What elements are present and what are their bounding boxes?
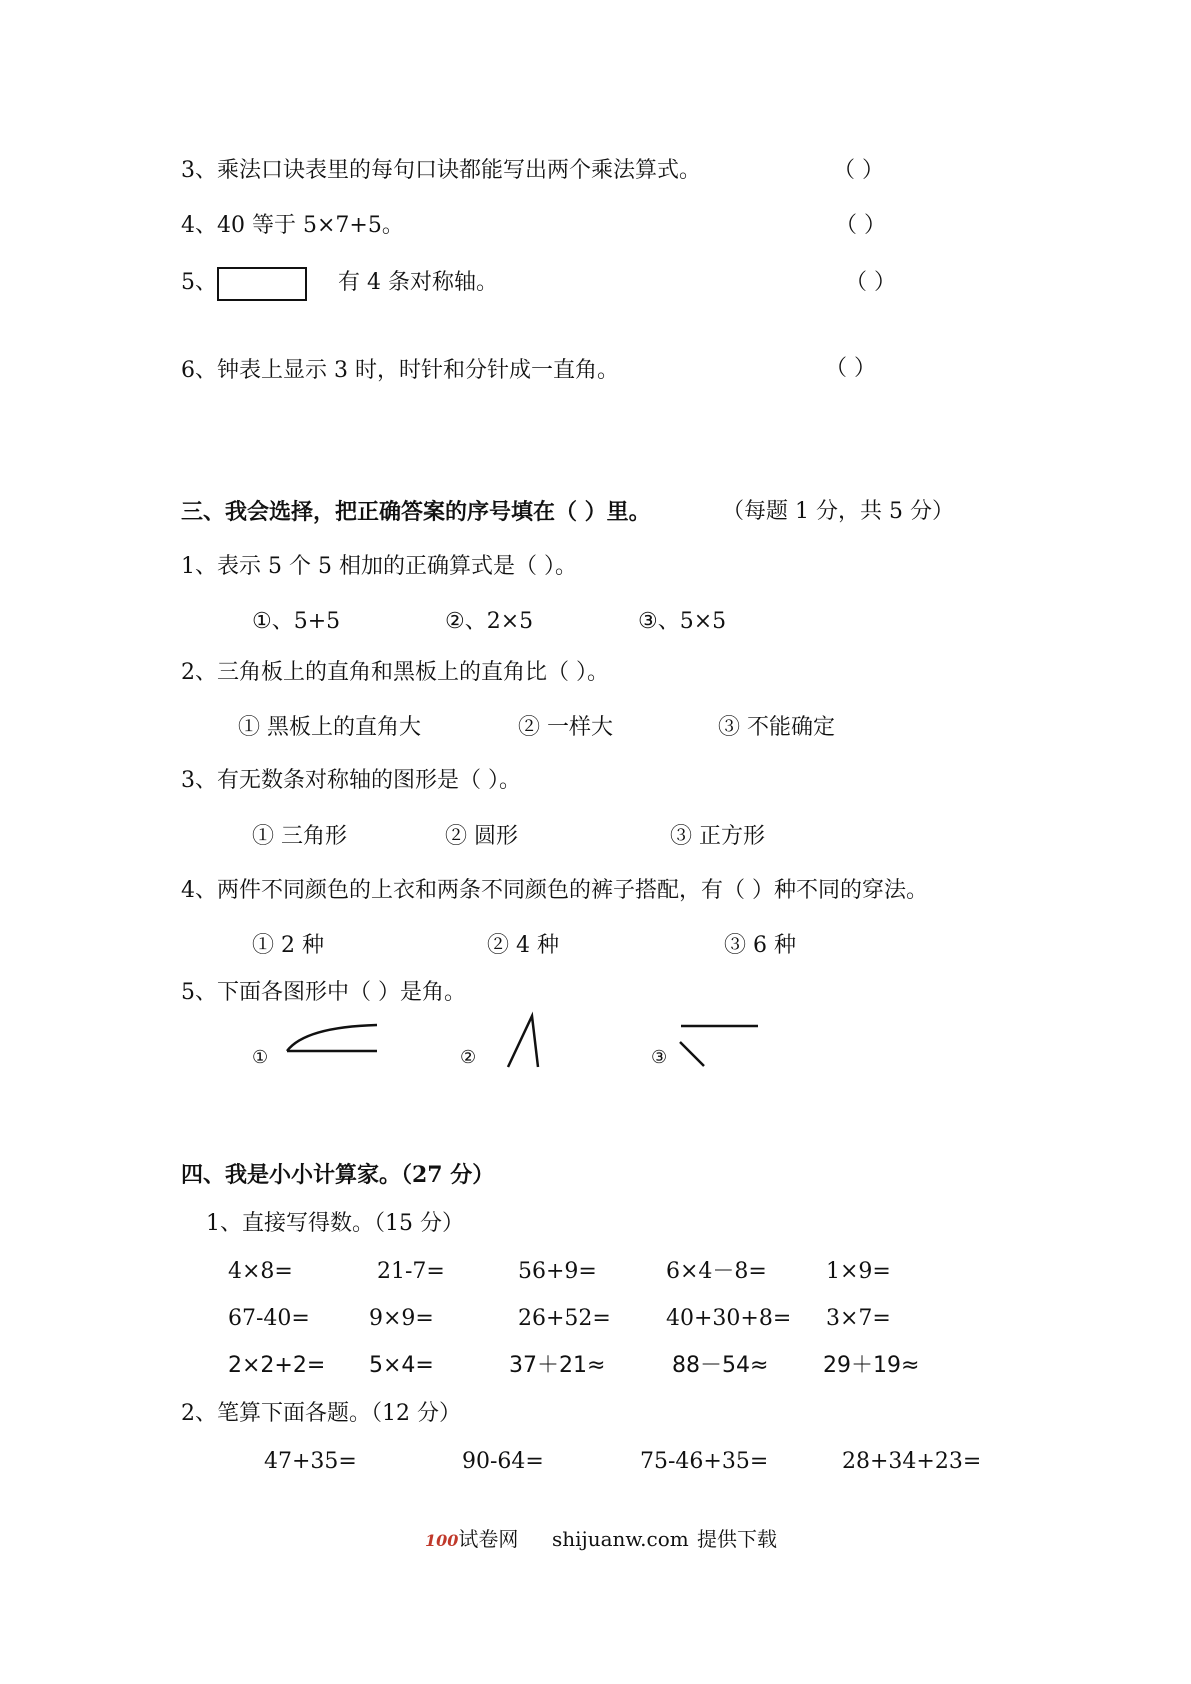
- option-1[interactable]: ①、5+5: [252, 609, 341, 634]
- calc-problem: 5×4=: [369, 1353, 434, 1378]
- option-3[interactable]: ③、5×5: [638, 609, 727, 634]
- calc-problem: 21-7=: [377, 1259, 445, 1284]
- answer-paren[interactable]: （ ）: [825, 356, 876, 381]
- site-name: 试卷网: [458, 1527, 519, 1551]
- rectangle-figure: [217, 267, 307, 301]
- option-1[interactable]: ① 三角形: [252, 824, 347, 849]
- question-4: 4、两件不同颜色的上衣和两条不同颜色的裤子搭配，有（ ）种不同的穿法。: [181, 878, 928, 903]
- judge-item-text: 3、乘法口诀表里的每句口诀都能写出两个乘法算式。: [181, 158, 701, 183]
- written-calc-problem: 90-64=: [462, 1449, 544, 1474]
- judge-item-text: 有 4 条对称轴。: [338, 270, 498, 295]
- calc-problem: 67-40=: [228, 1306, 310, 1331]
- judge-item-prefix: 5、: [181, 270, 217, 295]
- calc-problem: 4×8=: [228, 1259, 293, 1284]
- angle-figure: [505, 1012, 555, 1072]
- part-2-title: 2、笔算下面各题。（12 分）: [181, 1401, 461, 1426]
- calc-problem: 2×2+2=: [228, 1353, 326, 1378]
- calc-problem: 56+9=: [518, 1259, 597, 1284]
- answer-paren[interactable]: （ ）: [833, 158, 884, 183]
- answer-paren[interactable]: （ ）: [835, 213, 886, 238]
- section-title: 三、我会选择，把正确答案的序号填在（ ）里。: [181, 499, 651, 525]
- calc-problem: 26+52=: [518, 1306, 611, 1331]
- question-1: 1、表示 5 个 5 相加的正确算式是（ ）。: [181, 554, 577, 579]
- option-2[interactable]: ② 圆形: [445, 824, 518, 849]
- curve-figure: [285, 1018, 380, 1058]
- written-calc-problem: 47+35=: [264, 1449, 357, 1474]
- download-note: 提供下载: [697, 1527, 777, 1551]
- open-figure: [676, 1024, 761, 1072]
- part-1-title: 1、直接写得数。（15 分）: [206, 1211, 464, 1236]
- option-3[interactable]: ③ 正方形: [670, 824, 765, 849]
- option-2[interactable]: ② 4 种: [487, 933, 559, 958]
- calc-problem: 3×7=: [826, 1306, 891, 1331]
- option-1[interactable]: ① 2 种: [252, 933, 324, 958]
- calc-problem: 88－54≈: [672, 1353, 769, 1378]
- option-2[interactable]: ② 一样大: [518, 715, 613, 740]
- option-3[interactable]: ③ 6 种: [724, 933, 796, 958]
- option-3[interactable]: ③: [651, 1047, 668, 1068]
- question-2: 2、三角板上的直角和黑板上的直角比（ ）。: [181, 660, 609, 685]
- question-3: 3、有无数条对称轴的图形是（ ）。: [181, 768, 521, 793]
- question-5: 5、下面各图形中（ ）是角。: [181, 980, 466, 1005]
- site-domain[interactable]: shijuanw.com: [552, 1527, 689, 1551]
- site-logo: [425, 1525, 518, 1555]
- written-calc-problem: 28+34+23=: [842, 1449, 982, 1474]
- logo-number: 100: [425, 1531, 459, 1550]
- section-score: （每题 1 分，共 5 分）: [722, 499, 954, 524]
- judge-item-text: 6、钟表上显示 3 时，时针和分针成一直角。: [181, 358, 619, 383]
- answer-paren[interactable]: （ ）: [845, 270, 896, 295]
- calc-problem: 6×4－8=: [666, 1259, 767, 1284]
- written-calc-problem: 75-46+35=: [640, 1449, 769, 1474]
- option-2[interactable]: ②、2×5: [445, 609, 534, 634]
- judge-item-text: 4、40 等于 5×7+5。: [181, 213, 404, 238]
- option-3[interactable]: ③ 不能确定: [718, 715, 835, 740]
- option-1[interactable]: ①: [252, 1047, 269, 1068]
- calc-problem: 1×9=: [826, 1259, 891, 1284]
- section-title: 四、我是小小计算家。（27 分）: [181, 1162, 495, 1188]
- calc-problem: 9×9=: [369, 1306, 434, 1331]
- option-2[interactable]: ②: [460, 1047, 477, 1068]
- calc-problem: 29＋19≈: [823, 1353, 920, 1378]
- option-1[interactable]: ① 黑板上的直角大: [238, 715, 421, 740]
- calc-problem: 37＋21≈: [509, 1353, 606, 1378]
- calc-problem: 40+30+8=: [666, 1306, 792, 1331]
